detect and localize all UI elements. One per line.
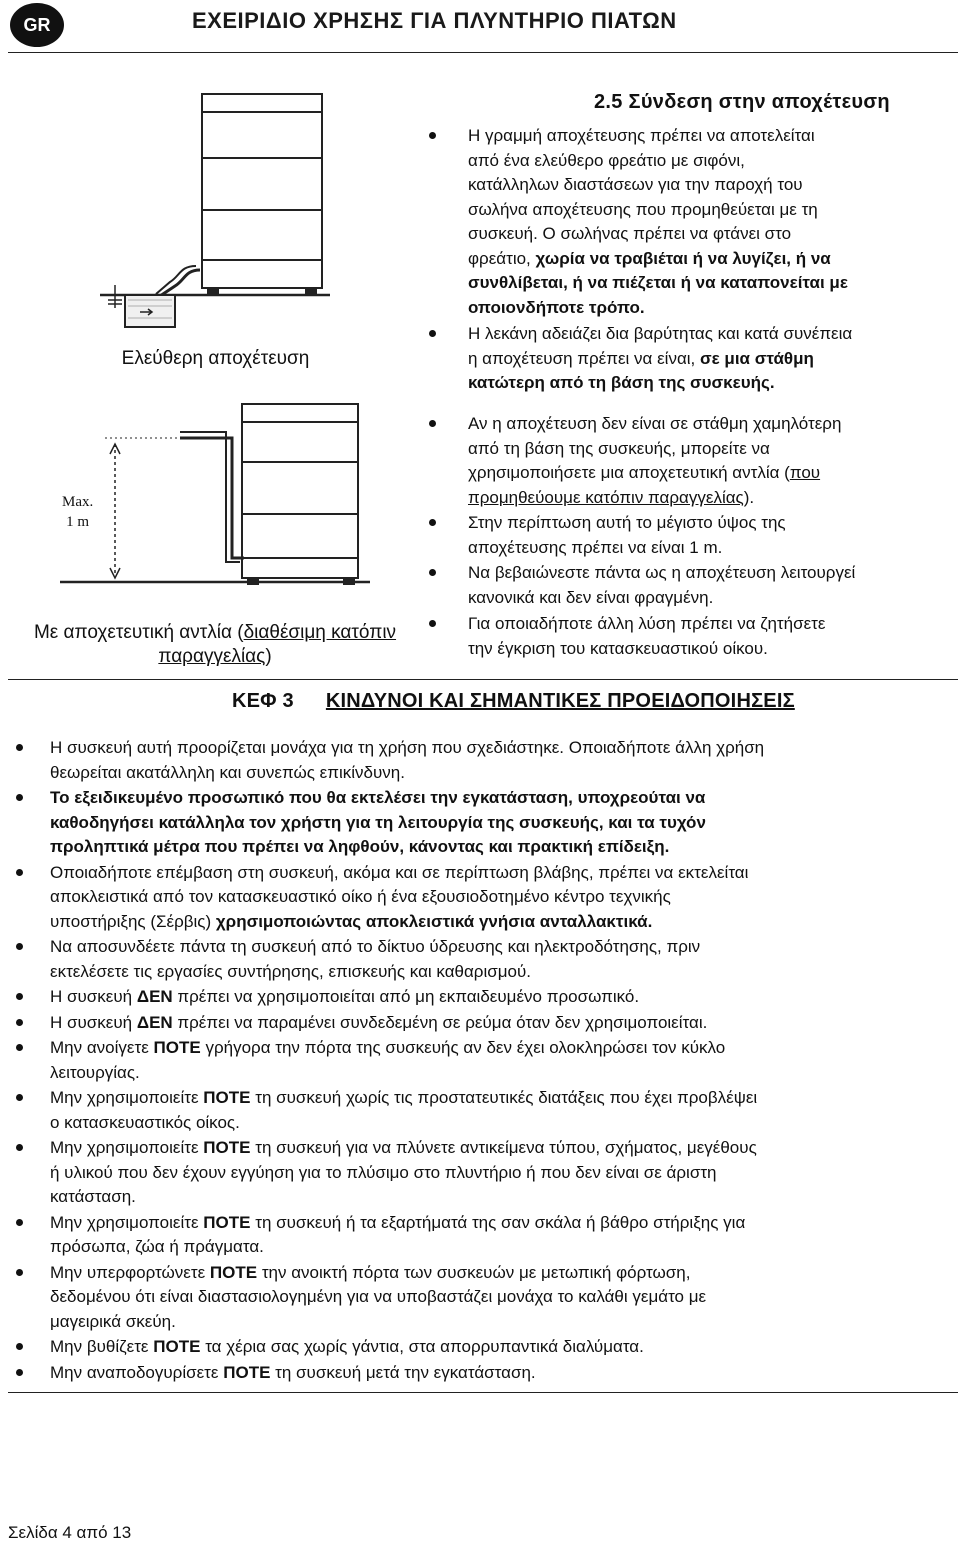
section-2-5-title: 2.5 Σύνδεση στην αποχέτευση bbox=[594, 91, 890, 113]
list-item: Αν η αποχέτευση δεν είναι σε στάθμη χαμηλότερη από τη βάση της συσκευής, μπορείτε να χρησιμοποιήσετε μια αποχετευτική αντλία (που προμηθεύουμε κατόπιν παραγγελίας). bbox=[468, 412, 954, 510]
bullet-icon bbox=[16, 1369, 23, 1376]
free-drain-caption: Ελεύθερη αποχέτευση bbox=[121, 348, 310, 369]
chapter-3-heading bbox=[232, 690, 795, 713]
dishwasher-body bbox=[242, 422, 358, 578]
list-item: Μην αναποδογυρίσετε ΠΟΤΕ τη συσκευή μετά την εγκατάσταση. bbox=[50, 1361, 954, 1386]
list-item: Μην υπερφορτώνετε ΠΟΤΕ την ανοικτή πόρτα των συσκευών με μετωπική φόρτωση, δεδομένου ότι είναι διαστασιολογημένη για να υποβαστάζει μονάχα το καλάθι γεμάτο με μαγειρικά σκεύη. bbox=[50, 1261, 954, 1335]
drain-pump-caption: Με αποχετευτική αντλία (διαθέσιμη κατόπιν παραγγελίας) bbox=[33, 622, 397, 667]
bullet-icon bbox=[429, 569, 436, 576]
bullet-icon bbox=[16, 1019, 23, 1026]
dishwasher-top bbox=[242, 404, 358, 422]
list-item: Να βεβαιώνεστε πάντα ως η αποχέτευση λειτουργεί κανονικά και δεν είναι φραγμένη. bbox=[468, 561, 954, 610]
bullet-icon bbox=[16, 1219, 23, 1226]
chapter-title: ΚΙΝΔΥΝΟΙ ΚΑΙ ΣΗΜΑΝΤΙΚΕΣ ΠΡΟΕΙΔΟΠΟΙΗΣΕΙΣ bbox=[325, 690, 795, 712]
bullet-icon bbox=[16, 1094, 23, 1101]
header-divider bbox=[8, 52, 958, 53]
list-item: Μην βυθίζετε ΠΟΤΕ τα χέρια σας χωρίς γάντια, στα απορρυπαντικά διαλύματα. bbox=[50, 1335, 954, 1360]
bullet-icon bbox=[429, 420, 436, 427]
bullet-icon bbox=[429, 620, 436, 627]
bullet-icon bbox=[429, 519, 436, 526]
bullet-icon bbox=[16, 1269, 23, 1276]
bullet-icon bbox=[16, 993, 23, 1000]
list-item: Η συσκευή ΔΕΝ πρέπει να παραμένει συνδεδεμένη σε ρεύμα όταν δεν χρησιμοποιείται. bbox=[50, 1011, 954, 1036]
bullet-icon bbox=[429, 132, 436, 139]
max-label-line1: Max. bbox=[62, 494, 94, 510]
list-item: Η λεκάνη αδειάζει δια βαρύτητας και κατά συνέπεια η αποχέτευση πρέπει να είναι, σε μια στάθμη κατώτερη από τη βάση της συσκευής. bbox=[468, 322, 954, 396]
section-divider bbox=[8, 679, 958, 680]
list-item: Να αποσυνδέετε πάντα τη συσκευή από το δίκτυο ύδρευσης και ηλεκτροδότησης, πριν εκτελέσετε τις εργασίες συντήρησης, επισκευής και καθαρισμού. bbox=[50, 935, 954, 984]
bullet-icon bbox=[16, 794, 23, 801]
dishwasher-top bbox=[202, 94, 322, 112]
list-item: Για οποιαδήποτε άλλη λύση πρέπει να ζητήσετε την έγκριση του κατασκευαστικού οίκου. bbox=[468, 612, 954, 661]
section-2-5-bullets-bottom bbox=[468, 412, 954, 661]
list-item: Μην ανοίγετε ΠΟΤΕ γρήγορα την πόρτα της συσκευής αν δεν έχει ολοκληρώσει τον κύκλο λειτουργίας. bbox=[50, 1036, 954, 1085]
list-item: Οποιαδήποτε επέμβαση στη συσκευή, ακόμα και σε περίπτωση βλάβης, πρέπει να εκτελείται αποκλειστικά από τον κατασκευαστικό οίκο ή ένα εξουσιοδοτημένο κέντρο τεχνικής υποστήριξης (Σέρβις) χρησιμοποιώντας αποκλειστικά γνήσια ανταλλακτικά. bbox=[50, 861, 954, 935]
section-2-5-bullets-top bbox=[468, 124, 954, 396]
drain-pump-diagram bbox=[60, 398, 370, 598]
list-item: Η γραμμή αποχέτευσης πρέπει να αποτελείται από ένα ελεύθερο φρεάτιο με σιφόνι, κατάλληλων διαστάσεων για την παροχή του σωλήνα αποχέτευσης που προμηθεύεται με τη συσκευή. Ο σωλήνας πρέπει να φτάνει στο φρεάτιο, χωρία να τραβιέται ή να λυγίζει, ή να συνθλίβεται, ή να πιέζεται ή να καταπονείται με οποιονδήποτε τρόπο. bbox=[468, 124, 954, 320]
chapter-label: ΚΕΦ 3 bbox=[232, 690, 294, 712]
max-label-line2: 1 m bbox=[66, 514, 90, 530]
list-item: Η συσκευή ΔΕΝ πρέπει να χρησιμοποιείται από μη εκπαιδευμένο προσωπικό. bbox=[50, 985, 954, 1010]
free-drain-diagram bbox=[100, 90, 330, 330]
bullet-icon bbox=[16, 1343, 23, 1350]
bullet-icon bbox=[16, 1144, 23, 1151]
list-item: Μην χρησιμοποιείτε ΠΟΤΕ τη συσκευή ή τα εξαρτήματά της σαν σκάλα ή βάθρο στήριξης για πρόσωπα, ζώα ή πράγματα. bbox=[50, 1211, 954, 1260]
page-number: Σελίδα 4 από 13 bbox=[8, 1523, 132, 1542]
list-item: Το εξειδικευμένο προσωπικό που θα εκτελέσει την εγκατάσταση, υποχρεούται να καθοδηγήσει κατάλληλα τον χρήστη για τη λειτουργία της συσκευής, και τα τυχόν προληπτικά μέτρα που πρέπει να ληφθούν, κάνοντας και πρακτική επίδειξη. bbox=[50, 786, 954, 860]
bullet-icon bbox=[429, 330, 436, 337]
bullet-icon bbox=[16, 1044, 23, 1051]
bullet-icon bbox=[16, 943, 23, 950]
list-item: Μην χρησιμοποιείτε ΠΟΤΕ τη συσκευή για να πλύνετε αντικείμενα τύπου, σχήματος, μεγέθους ή υλικού που δεν έχουν εγγύηση για το πλύσιμο στο πλυντήριο ή που δεν είναι σε άριστη κατάσταση. bbox=[50, 1136, 954, 1210]
bullet-icon bbox=[16, 744, 23, 751]
document-title: ΕΧΕΙΡΙΔΙΟ ΧΡΗΣΗΣ ΓΙΑ ΠΛΥΝΤΗΡΙΟ ΠΙΑΤΩΝ bbox=[192, 8, 677, 33]
drain-hose bbox=[180, 438, 244, 558]
dishwasher-body bbox=[202, 112, 322, 288]
chapter-3-list bbox=[50, 736, 954, 1385]
list-item: Στην περίπτωση αυτή το μέγιστο ύψος της αποχέτευσης πρέπει να είναι 1 m. bbox=[468, 511, 954, 560]
list-item: Η συσκευή αυτή προορίζεται μονάχα για τη χρήση που σχεδιάστηκε. Οποιαδήποτε άλλη χρήση θεωρείται ακατάλληλη και συνεπώς επικίνδυνη. bbox=[50, 736, 954, 785]
list-item: Μην χρησιμοποιείτε ΠΟΤΕ τη συσκευή χωρίς τις προστατευτικές διατάξεις που έχει προβλέψει ο κατασκευαστικός οίκος. bbox=[50, 1086, 954, 1135]
max-height-label bbox=[62, 492, 93, 532]
bottom-divider bbox=[8, 1392, 958, 1393]
language-badge: GR bbox=[10, 3, 64, 47]
bullet-icon bbox=[16, 869, 23, 876]
